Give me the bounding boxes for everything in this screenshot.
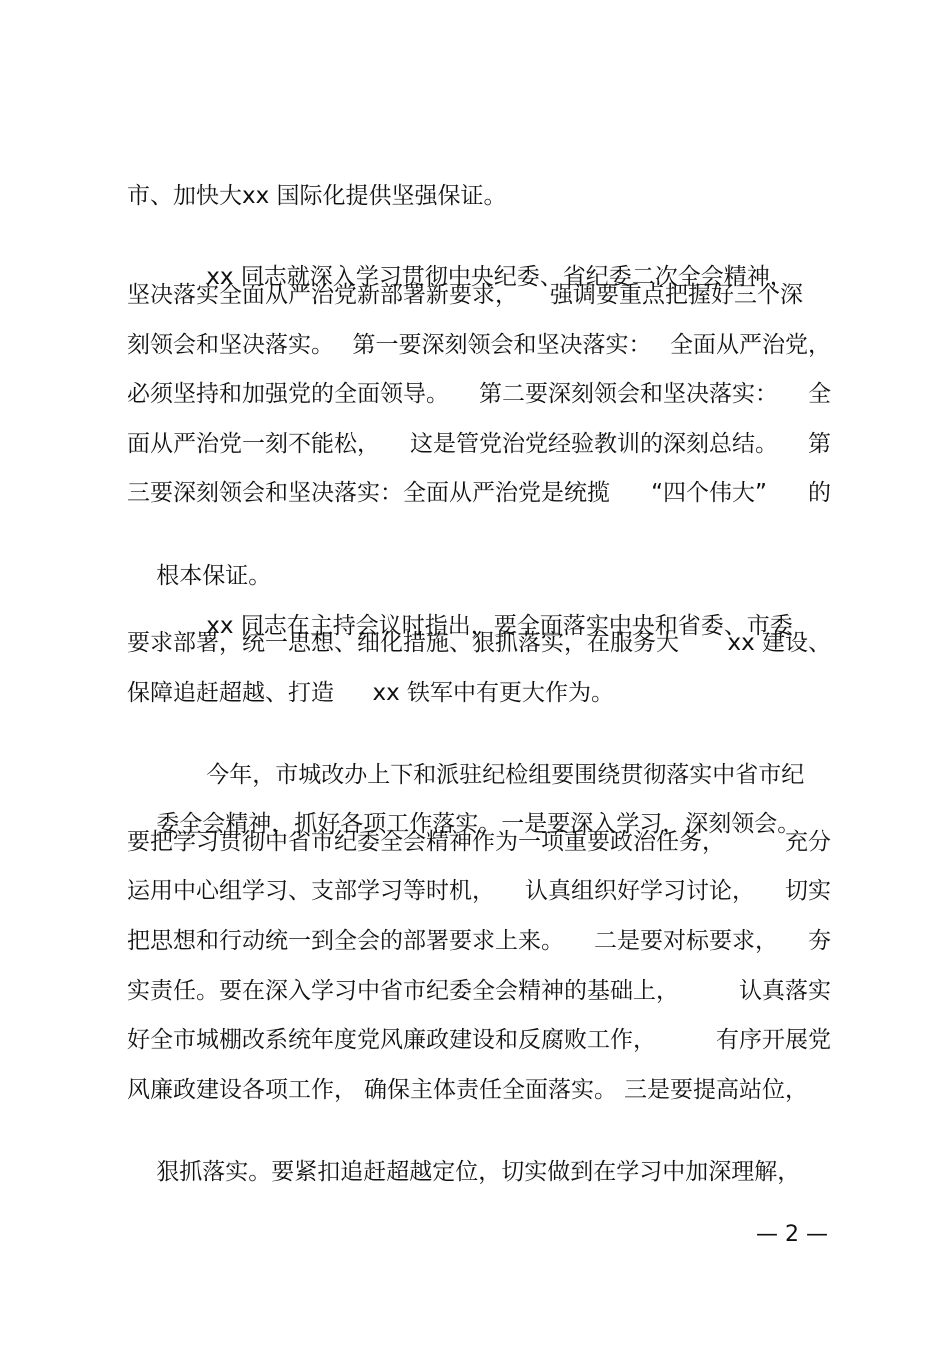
text-segment: 刻领会和坚决落实。 bbox=[127, 332, 334, 358]
text-line bbox=[127, 477, 831, 509]
text-segment: xx 铁军中有更大作为。 bbox=[372, 680, 614, 706]
text-segment: 第 bbox=[808, 431, 831, 457]
text-segment: 要求部署，统一思想、细化措施、狠抓落实，在服务大 bbox=[127, 630, 679, 656]
text-segment: “四个伟大” bbox=[651, 480, 767, 506]
text-segment: 有序开展党 bbox=[716, 1027, 831, 1053]
text-line bbox=[127, 875, 831, 907]
text-segment: xx 国际化提供坚强保证。 bbox=[242, 183, 507, 209]
text-segment: 面从严治党一刻不能松， bbox=[127, 431, 380, 457]
text-segment: 二是要对标要求， bbox=[594, 928, 778, 954]
text-segment: 实责任。要在深入学习中省市纪委全会精神的基础上， bbox=[127, 978, 679, 1004]
paragraph-start-line bbox=[177, 229, 793, 290]
text-line bbox=[127, 776, 801, 837]
text-segment: 夯 bbox=[808, 928, 831, 954]
text-segment: 坚决落实全面从严治党新部署新要求， bbox=[127, 282, 518, 308]
text-segment: 这是管党治党经验教训的深刻总结。 bbox=[410, 431, 778, 457]
text-line bbox=[127, 329, 831, 361]
text-segment: 好全市城棚改系统年度党风廉政建设和反腐败工作， bbox=[127, 1027, 656, 1053]
text-segment: 认真落实 bbox=[739, 978, 831, 1004]
text-segment: 市、加快大 bbox=[127, 183, 242, 209]
text-line bbox=[127, 279, 803, 311]
text-line bbox=[127, 826, 831, 858]
text-line bbox=[127, 627, 831, 659]
text-line bbox=[127, 677, 614, 709]
paragraph-start-line bbox=[177, 578, 793, 639]
text-segment: 全 bbox=[808, 381, 831, 407]
text-line bbox=[127, 528, 272, 589]
text-segment: 充分 bbox=[785, 829, 831, 855]
text-segment: 三要深刻领会和坚决落实：全面从严治党是统揽 bbox=[127, 480, 610, 506]
paragraph-start-line bbox=[177, 727, 805, 788]
text-segment: 三是要提高站位， bbox=[624, 1077, 808, 1103]
text-segment: 全面从严治党， bbox=[670, 332, 831, 358]
text-line bbox=[127, 975, 831, 1007]
text-segment: 强调要重点把握好三个深 bbox=[550, 282, 803, 308]
text-segment: 切实 bbox=[785, 878, 831, 904]
page-number: — 2 — bbox=[756, 1222, 828, 1247]
text-segment: 狠抓落实。要紧扣追赶超越定位，切实做到在学习中加深理解， bbox=[156, 1159, 801, 1185]
text-segment: 今年，市城改办上下和派驻纪检组要围绕贯彻落实中省市纪 bbox=[206, 762, 805, 788]
text-line bbox=[127, 1074, 808, 1106]
text-segment: 要把学习贯彻中省市纪委全会精神作为一项重要政治任务， bbox=[127, 829, 725, 855]
text-line bbox=[127, 925, 831, 957]
text-segment: 把思想和行动统一到全会的部署要求上来。 bbox=[127, 928, 564, 954]
text-segment: 运用中心组学习、支部学习等时机， bbox=[127, 878, 495, 904]
text-segment: 根本保证。 bbox=[156, 563, 272, 589]
text-line bbox=[127, 428, 831, 460]
text-segment: 风廉政建设各项工作， bbox=[127, 1077, 357, 1103]
text-segment: 第二要深刻领会和坚决落实： bbox=[479, 381, 778, 407]
text-segment: xx 建设、 bbox=[727, 630, 831, 656]
text-line bbox=[127, 1024, 831, 1056]
text-segment: 认真组织好学习讨论， bbox=[525, 878, 755, 904]
text-segment: 第一要深刻领会和坚决落实： bbox=[352, 332, 652, 358]
text-segment: 的 bbox=[808, 480, 831, 506]
text-segment: 保障追赶超越、打造 bbox=[127, 680, 334, 706]
text-segment: xx 同志就深入学习贯彻中央纪委、省纪委二次全会精神， bbox=[206, 264, 793, 290]
text-segment: 委全会精神，抓好各项工作落实。一是要深入学习，深刻领会。 bbox=[156, 811, 801, 837]
text-line bbox=[127, 378, 831, 410]
text-line bbox=[127, 180, 507, 212]
text-line bbox=[127, 1124, 801, 1185]
text-segment: 确保主体责任全面落实。 bbox=[364, 1077, 617, 1103]
text-segment: 必须坚持和加强党的全面领导。 bbox=[127, 381, 449, 407]
text-segment: xx 同志在主持会议时指出，要全面落实中央和省委、市委 bbox=[206, 613, 793, 639]
